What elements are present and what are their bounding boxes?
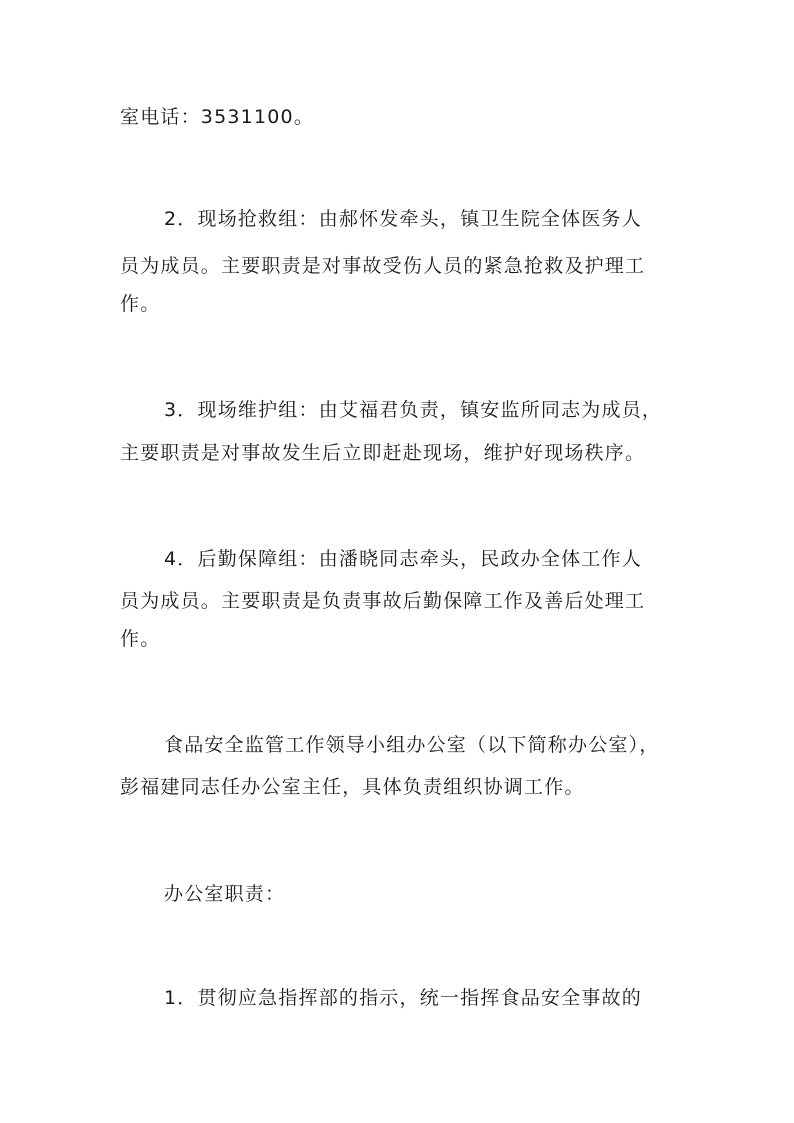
paragraph-logistics-line-3: 作。: [120, 628, 161, 650]
paragraph-site-maintenance-line-1: 3．现场维护组：由艾福君负责，镇安监所同志为成员，: [164, 399, 663, 421]
paragraph-rescue-group-line-3: 作。: [120, 293, 161, 315]
paragraph-logistics-line-2: 员为成员。主要职责是负责事故后勤保障工作及善后处理工: [120, 590, 646, 612]
paragraph-office-duties-heading: 办公室职责：: [164, 883, 286, 905]
paragraph-office-line-2: 彭福建同志任办公室主任，具体负责组织协调工作。: [120, 776, 585, 798]
paragraph-logistics-line-1: 4．后勤保障组：由潘晓同志牵头，民政办全体工作人: [164, 548, 642, 570]
paragraph-phone-line-1: 室电话：3531100。: [120, 106, 315, 128]
paragraph-rescue-group-line-2: 员为成员。主要职责是对事故受伤人员的紧急抢救及护理工: [120, 255, 646, 277]
paragraph-office-line-1: 食品安全监管工作领导小组办公室（以下简称办公室），: [164, 734, 660, 756]
paragraph-duty-1-line-1: 1．贯彻应急指挥部的指示，统一指挥食品安全事故的: [164, 987, 642, 1009]
paragraph-rescue-group-line-1: 2．现场抢救组：由郝怀发牵头，镇卫生院全体医务人: [164, 208, 642, 230]
paragraph-site-maintenance-line-2: 主要职责是对事故发生后立即赶赴现场，维护好现场秩序。: [120, 442, 646, 464]
